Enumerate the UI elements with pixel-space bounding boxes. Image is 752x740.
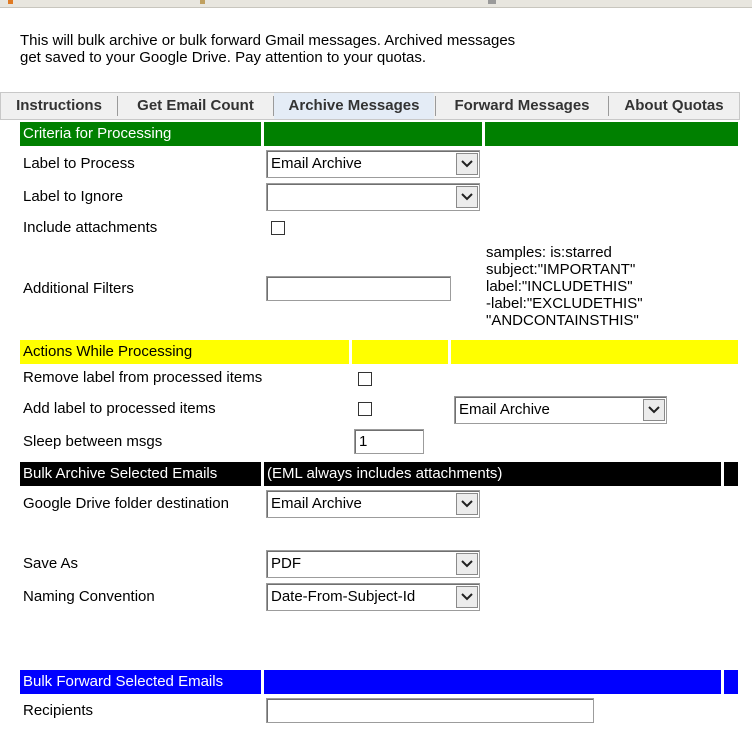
- additional-filters-input[interactable]: [266, 276, 451, 301]
- intro-line-2: get saved to your Google Drive. Pay attention to your quotas.: [20, 49, 427, 66]
- forward-header-cell: [264, 670, 721, 694]
- chevron-down-icon: [643, 399, 665, 421]
- include-attachments-checkbox[interactable]: [271, 221, 285, 235]
- chevron-down-icon: [456, 553, 478, 575]
- tab-about-quotas[interactable]: About Quotas: [624, 97, 724, 114]
- label-to-process-value: Email Archive: [271, 155, 362, 172]
- drive-folder-label: Google Drive folder destination: [23, 495, 229, 512]
- label-to-process-label: Label to Process: [23, 155, 135, 172]
- toolbar-accent-mark: [8, 0, 13, 4]
- actions-header-cell: [451, 340, 738, 364]
- naming-convention-select[interactable]: [266, 583, 480, 611]
- recipients-label: Recipients: [23, 702, 94, 719]
- remove-label-label: Remove label from processed items: [23, 369, 263, 386]
- include-attachments-label: Include attachments: [23, 219, 158, 236]
- chevron-down-icon: [456, 586, 478, 608]
- sleep-label: Sleep between msgs: [23, 433, 163, 450]
- naming-convention-label: Naming Convention: [23, 588, 155, 605]
- archive-header: Bulk Archive Selected Emails: [20, 462, 261, 486]
- criteria-header-cell: [485, 122, 738, 146]
- archive-header-note: (EML always includes attachments): [264, 462, 721, 486]
- add-label-label: Add label to processed items: [23, 400, 216, 417]
- save-as-select[interactable]: [266, 550, 480, 578]
- tab-bar: [0, 92, 740, 120]
- chevron-down-icon: [456, 153, 478, 175]
- label-to-process-select[interactable]: [266, 150, 480, 178]
- toolbar-accent-mark: [200, 0, 205, 4]
- tab-archive-messages[interactable]: Archive Messages: [274, 93, 434, 119]
- tab-instructions[interactable]: Instructions: [16, 97, 102, 114]
- remove-label-checkbox[interactable]: [358, 372, 372, 386]
- label-to-ignore-label: Label to Ignore: [23, 188, 124, 205]
- drive-folder-select[interactable]: [266, 490, 480, 518]
- forward-header: Bulk Forward Selected Emails: [20, 670, 261, 694]
- save-as-value: PDF: [271, 555, 301, 572]
- recipients-input[interactable]: [266, 698, 594, 723]
- criteria-header-cell: [264, 122, 482, 146]
- archive-header-cell: [724, 462, 738, 486]
- add-label-value: Email Archive: [459, 401, 550, 418]
- filter-samples-text: samples: is:starred subject:"IMPORTANT" label:"INCLUDETHIS" -label:"EXCLUDETHIS" "ANDCONTAINSTHIS": [486, 244, 643, 329]
- actions-header: Actions While Processing: [20, 340, 349, 364]
- toolbar-accent-mark: [488, 0, 496, 4]
- label-to-ignore-select[interactable]: [266, 183, 480, 211]
- chevron-down-icon: [456, 186, 478, 208]
- add-label-checkbox[interactable]: [358, 402, 372, 416]
- sleep-input[interactable]: 1: [354, 429, 424, 454]
- naming-convention-value: Date-From-Subject-Id: [271, 588, 416, 605]
- tab-get-email-count[interactable]: Get Email Count: [137, 97, 254, 114]
- add-label-select[interactable]: [454, 396, 667, 424]
- criteria-header: Criteria for Processing: [20, 122, 261, 146]
- chevron-down-icon: [456, 493, 478, 515]
- browser-top-strip: [0, 0, 752, 8]
- save-as-label: Save As: [23, 555, 79, 572]
- drive-folder-value: Email Archive: [271, 495, 362, 512]
- intro-text: [20, 32, 620, 66]
- actions-header-cell: [352, 340, 448, 364]
- intro-line-1: This will bulk archive or bulk forward Gmail messages. Archived messages: [20, 32, 516, 49]
- additional-filters-label: Additional Filters: [23, 280, 134, 297]
- tab-forward-messages[interactable]: Forward Messages: [454, 97, 590, 114]
- forward-header-cell: [724, 670, 738, 694]
